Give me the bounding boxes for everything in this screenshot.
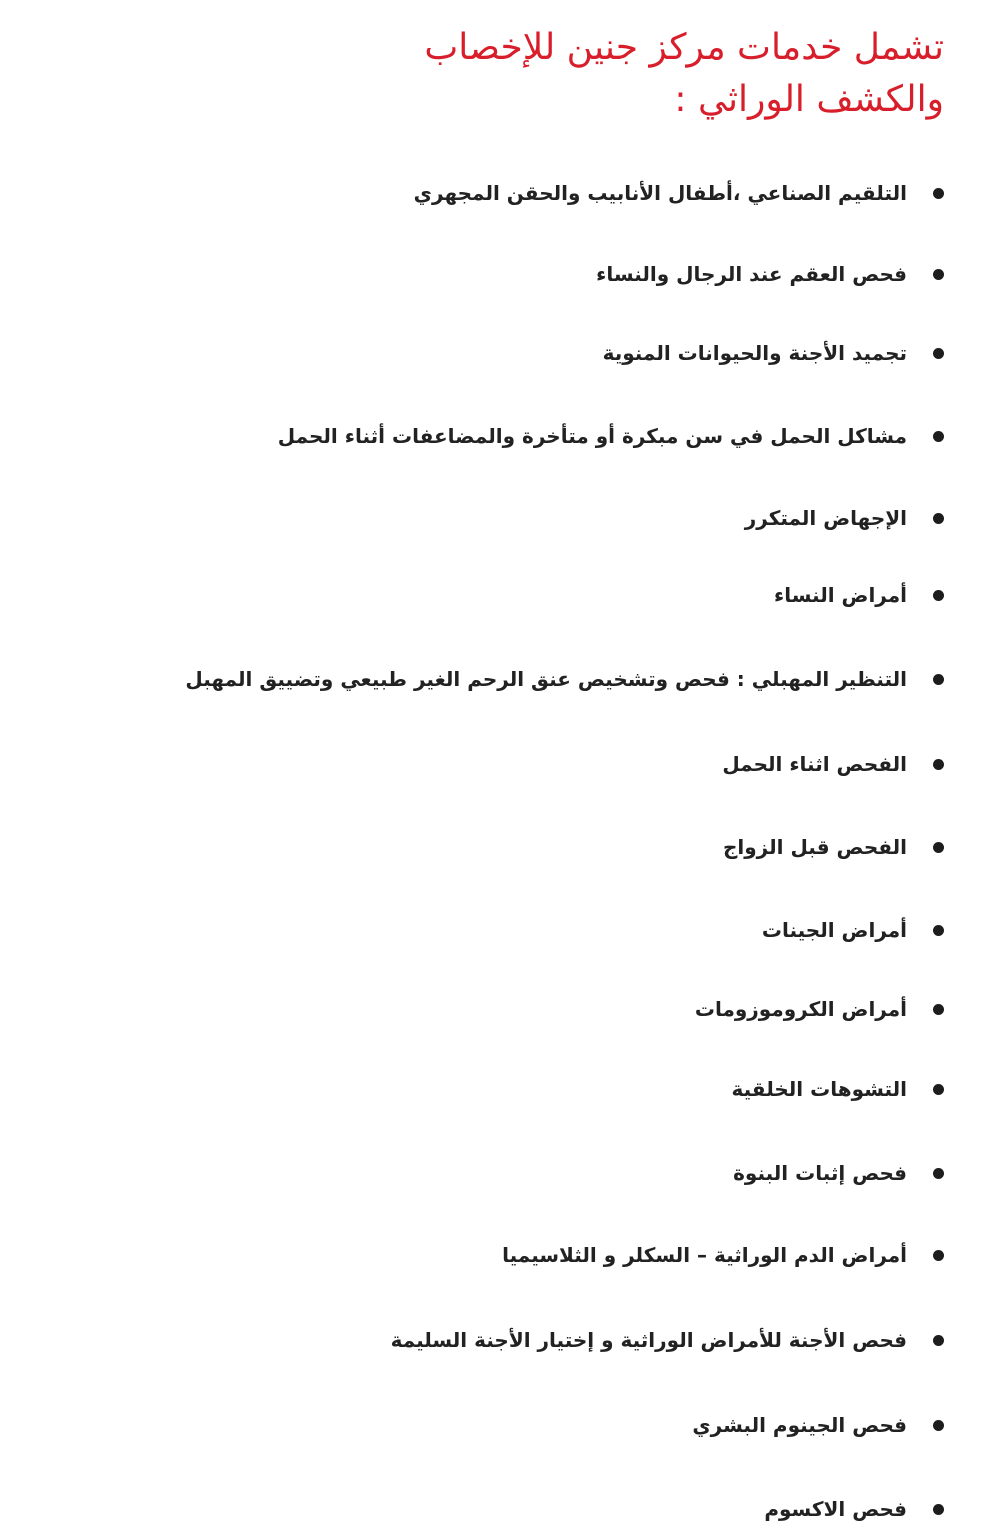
page-title xyxy=(304,22,944,126)
list-item-label: الفحص قبل الزواج xyxy=(722,835,907,859)
list-item-label: التلقيم الصناعي ،أطفال الأنابيب والحقن المجهري xyxy=(413,181,907,205)
list-item xyxy=(185,662,944,696)
list-item xyxy=(774,578,944,612)
bullet-icon xyxy=(933,1504,944,1515)
bullet-icon xyxy=(933,269,944,280)
list-item-label: فحص الجينوم البشري xyxy=(692,1413,907,1437)
list-item-label: مشاكل الحمل في سن مبكرة أو متأخرة والمضاعفات أثناء الحمل xyxy=(277,424,907,448)
bullet-icon xyxy=(933,925,944,936)
list-item xyxy=(745,501,944,535)
list-item-label: أمراض الدم الوراثية – السكلر و الثلاسيميا xyxy=(502,1243,907,1267)
list-item xyxy=(692,1408,944,1442)
list-item-label: أمراض الجينات xyxy=(761,918,907,942)
list-item-label: فحص إثبات البنوة xyxy=(733,1161,907,1185)
list-item xyxy=(723,830,944,864)
list-item xyxy=(414,176,944,210)
list-item xyxy=(603,336,944,370)
list-item xyxy=(722,747,944,781)
bullet-icon xyxy=(933,1004,944,1015)
bullet-icon xyxy=(933,759,944,770)
list-item xyxy=(596,257,944,291)
list-item xyxy=(502,1238,944,1272)
list-item xyxy=(695,992,944,1026)
list-item-label: فحص العقم عند الرجال والنساء xyxy=(596,262,907,286)
list-item-label: فحص الاكسوم xyxy=(764,1497,907,1521)
list-item xyxy=(733,1156,944,1190)
list-item-label: أمراض الكروموزومات xyxy=(694,997,907,1021)
list-item-label: الفحص اثناء الحمل xyxy=(722,752,907,776)
bullet-icon xyxy=(933,513,944,524)
list-item-label: التنظير المهبلي : فحص وتشخيص عنق الرحم الغير طبيعي وتضييق المهبل xyxy=(185,667,907,691)
list-item-label: الإجهاض المتكرر xyxy=(744,506,907,530)
bullet-icon xyxy=(933,1084,944,1095)
list-item xyxy=(391,1323,944,1357)
bullet-icon xyxy=(933,188,944,199)
list-item-label: فحص الأجنة للأمراض الوراثية و إختيار الأجنة السليمة xyxy=(390,1328,907,1352)
bullet-icon xyxy=(933,1335,944,1346)
list-item-label: أمراض النساء xyxy=(773,583,907,607)
page-title-line-2: والكشف الوراثي : xyxy=(674,79,944,120)
list-item-label: تجميد الأجنة والحيوانات المنوية xyxy=(602,341,907,365)
list-item xyxy=(764,1492,944,1526)
list-item-label: التشوهات الخلقية xyxy=(731,1077,907,1101)
bullet-icon xyxy=(933,348,944,359)
list-item xyxy=(762,913,944,947)
bullet-icon xyxy=(933,674,944,685)
bullet-icon xyxy=(933,1250,944,1261)
bullet-icon xyxy=(933,431,944,442)
bullet-icon xyxy=(933,1420,944,1431)
bullet-icon xyxy=(933,590,944,601)
list-item xyxy=(732,1072,945,1106)
bullet-icon xyxy=(933,842,944,853)
page-title-line-1: تشمل خدمات مركز جنين للإخصاب xyxy=(424,27,944,68)
list-item xyxy=(278,419,944,453)
bullet-icon xyxy=(933,1168,944,1179)
